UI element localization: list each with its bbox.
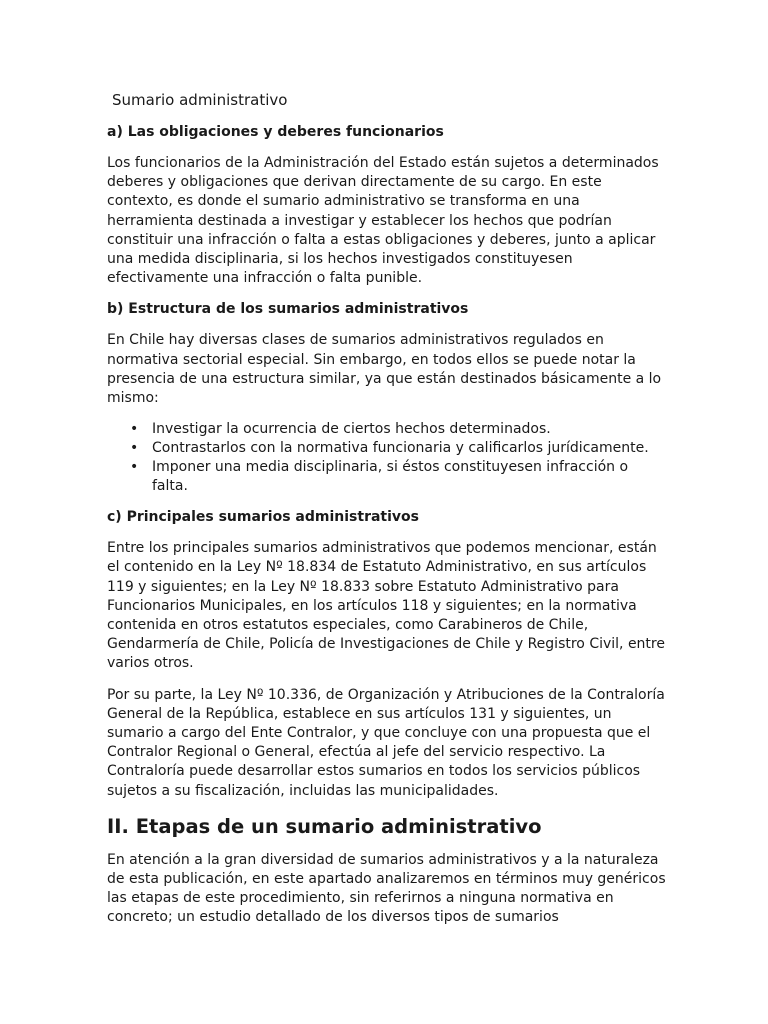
section-ii-paragraph: En atención a la gran diversidad de sumarios administrativos y a la naturaleza de esta publicación, en este apartado analizaremos en términos muy genéricos las etapas de este procedimiento, sin referirnos a ninguna normativa en concreto; un estudio detallado de los diversos tipos de sumarios [107,851,666,926]
bullet-icon: • [130,421,139,438]
list-item-text: Imponer una media disciplinaria, si éstos constituyesen infracción o falta. [152,459,629,495]
list-item-text: Investigar la ocurrencia de ciertos hechos determinados. [152,421,551,438]
bullet-icon: • [130,459,139,476]
bullet-icon: • [130,440,139,457]
list-item-text: Contrastarlos con la normativa funcionaria y calificarlos jurídicamente. [152,440,649,457]
list-item [107,420,667,439]
section-c-paragraph-2: Por su parte, la Ley Nº 10.336, de Organización y Atribuciones de la Contraloría General de la República, establece en sus artículos 131 y siguientes, un sumario a cargo del Ente Contralor, y que concluye con una propuesta que el Contralor Regional o General, efectúa al jefe del servicio respectivo. La Contraloría puede desarrollar estos sumarios en todos los servicios públicos sujetos a su fiscalización, incluidas las municipalidades. [107,686,665,799]
list-item [107,439,667,458]
document-title: Sumario administrativo [112,91,288,109]
section-ii-heading: II. Etapas de un sumario administrativo [107,814,542,838]
section-b-heading: b) Estructura de los sumarios administrativos [107,301,469,318]
list-item [107,458,667,496]
section-b-bullet-list [107,420,667,496]
document-body [107,90,667,940]
section-b-paragraph: En Chile hay diversas clases de sumarios administrativos regulados en normativa sectorial especial. Sin embargo, en todos ellos se puede notar la presencia de una estructura similar, ya que están destinados básicamente a lo mismo: [107,332,662,407]
section-c-paragraph-1: Entre los principales sumarios administrativos que podemos mencionar, están el contenido en la Ley Nº 18.834 de Estatuto Administrativo, en sus artículos 119 y siguientes; en la Ley Nº 18.833 sobre Estatuto Administrativo para Funcionarios Municipales, en los artículos 118 y siguientes; en la normativa contenida en otros estatutos especiales, como Carabineros de Chile, Gendarmería de Chile, Policía de Investigaciones de Chile y Registro Civil, entre varios otros. [107,540,665,672]
section-a-paragraph: Los funcionarios de la Administración del Estado están sujetos a determinados deberes y obligaciones que derivan directamente de su cargo. En este contexto, es donde el sumario administrativo se transforma en una herramienta destinada a investigar y establecer los hechos que podrían constituir una infracción o falta a estas obligaciones y deberes, junto a aplicar una medida disciplinaria, si los hechos investigados constituyesen efectivamente una infracción o falta punible. [107,155,659,287]
section-a-heading: a) Las obligaciones y deberes funcionarios [107,124,444,140]
section-c-heading: c) Principales sumarios administrativos [107,509,419,526]
